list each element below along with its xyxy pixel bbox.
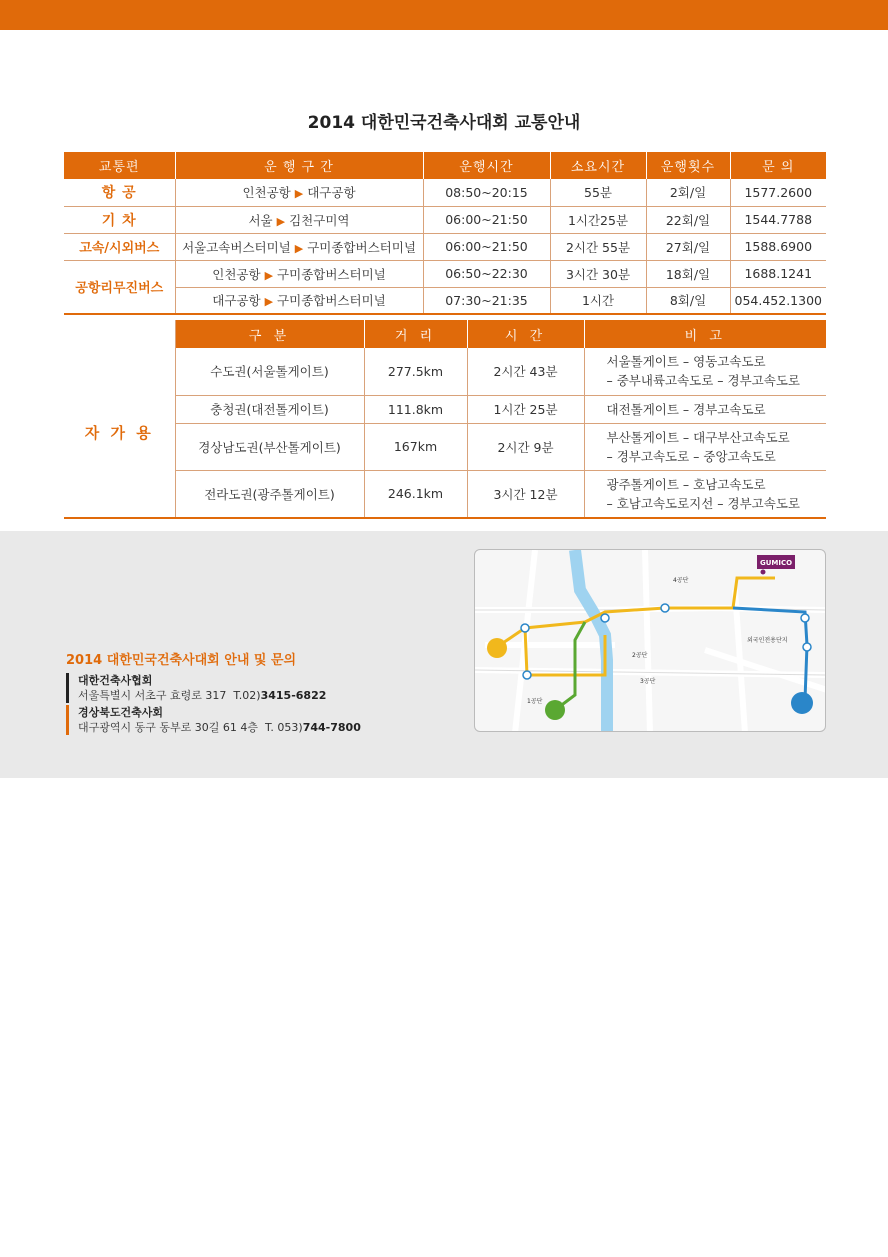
gumico-logo: GUMICO [759,559,793,567]
org-tel-prefix: T.02) [233,689,261,702]
note-line: 광주톨게이트 – 호남고속도로 [606,476,766,492]
duration-cell: 2시간 55분 [550,233,646,260]
header-mode: 교통편 [64,152,175,179]
page-title: 2014 대한민국건축사대회 교통안내 [307,113,581,133]
distance-cell: 246.1km [364,470,467,518]
label-complex2: 2공단 [632,652,648,659]
distance-cell: 167km [364,423,467,470]
contact-cell: 1544.7788 [730,206,826,233]
duration-cell: 1시간 [550,287,646,314]
table-row [64,179,826,206]
transport-header-row [64,152,826,179]
count-cell: 18회/일 [646,260,730,287]
route-from: 인천공항 [242,185,291,201]
arrow-icon: ▶ [294,241,304,255]
header-duration: 소요시간 [550,152,646,179]
region-cell: 수도권(서울톨게이트) [175,348,364,395]
duration-cell: 55분 [550,179,646,206]
header-note: 비 고 [584,320,826,348]
org-kira [66,673,326,703]
note-line: – 경부고속도로 – 중앙고속도로 [606,448,776,464]
note-line: 부산톨게이트 – 대구부산고속도로 [606,429,790,445]
car-header-row [64,320,826,348]
hours-cell: 06:00~21:50 [423,233,550,260]
note-line: 대전톨게이트 – 경부고속도로 [606,401,766,417]
note-cell [584,395,826,423]
org-tel: 3415-6822 [260,689,327,702]
table-row [64,233,826,260]
contact-title: 2014 대한민국건축사대회 안내 및 문의 [66,653,297,668]
region-cell: 경상남도권(부산톨게이트) [175,423,364,470]
label-complex4: 4공단 [673,577,689,584]
org-name: 경상북도건축사회 [78,706,164,719]
note-line: 서울톨게이트 – 영동고속도로 [606,354,766,370]
contact-cell: 1588.6900 [730,233,826,260]
map-svg [475,550,826,732]
route-cell [175,179,423,206]
time-cell: 2시간 43분 [467,348,584,395]
label-foreign: 외국인전용단지 [747,637,788,644]
route-to: 대구공항 [307,185,356,201]
org-tel: 744-7800 [302,721,361,734]
org-address-line [78,720,361,735]
header-hours: 운행시간 [423,152,550,179]
route-cell [175,233,423,260]
river [575,550,607,732]
category-cell: 항 공 [64,179,175,206]
count-cell: 22회/일 [646,206,730,233]
table-row [64,423,826,470]
time-cell: 3시간 12분 [467,470,584,518]
table-row [64,348,826,395]
arrow-icon: ▶ [264,268,274,282]
transport-table [64,152,826,315]
region-cell: 충청권(대전톨게이트) [175,395,364,423]
route-from: 인천공항 [212,266,261,282]
org-address: 서울특별시 서초구 효령로 317 [78,689,227,702]
distance-cell: 111.8km [364,395,467,423]
route-from: 대구공항 [212,293,261,309]
table-row [64,260,826,287]
time-cell: 1시간 25분 [467,395,584,423]
route-to: 구미종합버스터미널 [277,266,386,282]
location-map [474,549,826,732]
category-cell: 고속/시외버스 [64,233,175,260]
map-labels [527,576,788,705]
header-contact: 문 의 [730,152,826,179]
route-from: 서울 [248,212,273,228]
table-row [64,206,826,233]
pin-yellow [487,638,507,658]
duration-cell: 3시간 30분 [550,260,646,287]
org-address-line [78,688,326,703]
arrow-icon: ▶ [264,295,274,309]
header-route: 운 행 구 간 [175,152,423,179]
hours-cell: 08:50~20:15 [423,179,550,206]
contact-cell: 054.452.1300 [730,287,826,314]
org-gyeongbuk [66,705,361,735]
arrow-icon: ▶ [276,214,286,228]
route-to: 구미종합버스터미널 [277,293,386,309]
category-cell: 기 차 [64,206,175,233]
table-row [64,395,826,423]
label-complex3: 3공단 [640,678,656,685]
note-cell [584,348,826,395]
category-cell: 공항리무진버스 [64,260,175,314]
org-name: 대한건축사협회 [78,674,153,687]
route-cell [175,206,423,233]
hours-cell: 07:30~21:35 [423,287,550,314]
duration-cell: 1시간25분 [550,206,646,233]
count-cell: 27회/일 [646,233,730,260]
time-cell: 2시간 9분 [467,423,584,470]
contact-cell: 1577.2600 [730,179,826,206]
header-distance: 거 리 [364,320,467,348]
top-accent-bar [0,0,888,30]
hours-cell: 06:50~22:30 [423,260,550,287]
arrow-icon: ▶ [294,187,304,201]
label-complex1: 1공단 [527,698,543,705]
route-from: 서울고속버스터미널 [182,239,291,255]
header-region: 구 분 [175,320,364,348]
header-time: 시 간 [467,320,584,348]
pin-green [545,700,565,720]
car-category-cell: 자 가 용 [64,348,175,518]
route-to: 김천구미역 [289,212,350,228]
route-cell [175,287,423,314]
note-line: – 중부내륙고속도로 – 경부고속도로 [606,373,800,389]
org-address: 대구광역시 동구 동부로 30길 61 4층 [78,721,258,734]
distance-cell: 277.5km [364,348,467,395]
table-row [64,287,826,314]
route-green [555,622,585,710]
route-to: 구미종합버스터미널 [307,239,416,255]
region-cell: 전라도권(광주톨게이트) [175,470,364,518]
note-cell [584,423,826,470]
hours-cell: 06:00~21:50 [423,206,550,233]
note-line: – 호남고속도로지선 – 경부고속도로 [606,495,800,511]
org-tel-prefix: T. 053) [265,721,303,734]
route-cell [175,260,423,287]
contact-cell: 1688.1241 [730,260,826,287]
count-cell: 2회/일 [646,179,730,206]
pin-blue [791,692,813,714]
blank-header [64,320,175,348]
car-table [64,320,826,519]
header-count: 운행횟수 [646,152,730,179]
count-cell: 8회/일 [646,287,730,314]
table-row [64,470,826,518]
note-cell [584,470,826,518]
